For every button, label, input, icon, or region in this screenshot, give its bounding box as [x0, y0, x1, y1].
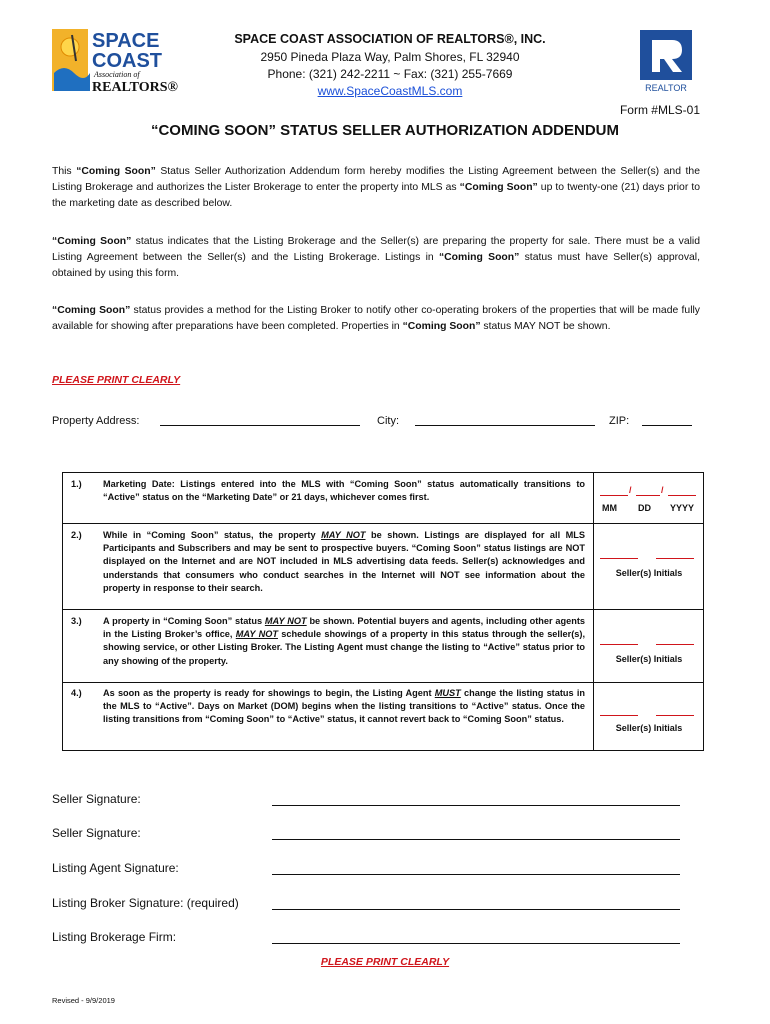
svg-text:Association of: Association of — [94, 70, 140, 79]
year-field[interactable] — [668, 487, 696, 496]
city-label: City: — [377, 415, 399, 427]
initials-field[interactable] — [656, 550, 694, 559]
method-paragraph: “Coming Soon” status provides a method for the Listing Broker to notify other co-operating brokers of the properties that will be made fully available for showing after preparations have been completed. Properties in “Coming Soon” status MAY NOT be shown. — [52, 305, 700, 332]
initials-field[interactable] — [600, 636, 638, 645]
table-row: 3.) A property in “Coming Soon” status MAY NOT be shown. Potential buyers and agents, including other agents in the Listing Broker’s office, MAY NOT schedule showings of a property in this status through the seller(s), showing service, or other Listing Broker. The Listing Agent must change the listing to “Active” status prior to any showing of the property. Seller(s) Initials — [63, 610, 703, 683]
seller-signature-label: Seller Signature: — [52, 826, 141, 840]
svg-text:REALTOR: REALTOR — [645, 83, 687, 93]
seller-signature-field[interactable] — [272, 793, 680, 806]
initials-cell: Seller(s) Initials — [593, 683, 704, 750]
revision-date: Revised - 9/9/2019 — [52, 996, 115, 1005]
item-text: As soon as the property is ready for showings to begin, the Listing Agent MUST change the listing status in the MLS to “Active”. Days on Market (DOM) begins when the listing transitions to “Active” status. Once the listing transitions from “Coming Soon” to “Active” status, it cannot revert back to “Coming Soon” status. — [103, 688, 585, 725]
intro-paragraph: This “Coming Soon” Status Seller Authorization Addendum form hereby modifies the Listing Agreement between the Seller(s) and the Listing Brokerage and authorizes the Lister Brokerage to enter the property into MLS as “Coming Soon” up to twenty-one (21) days prior to the marketing date as described below. — [52, 166, 700, 209]
initials-field[interactable] — [600, 550, 638, 559]
city-field[interactable] — [415, 415, 595, 426]
table-row: 4.) As soon as the property is ready for showings to begin, the Listing Agent MUST change the listing status in the MLS to “Active”. Days on Market (DOM) begins when the listing transitions to “Active” status. Once the listing transitions from “Coming Soon” to “Active” status, it cannot revert back to “Coming Soon” status. Seller(s) Initials — [63, 683, 703, 750]
svg-text:SPACE: SPACE — [92, 30, 160, 52]
listing-brokerage-firm-label: Listing Brokerage Firm: — [52, 930, 177, 944]
initials-field[interactable] — [656, 707, 694, 716]
day-field[interactable] — [636, 487, 660, 496]
status-paragraph: “Coming Soon” status indicates that the Listing Brokerage and the Seller(s) are preparing the property for sale. There must be a valid Listing Agreement between the Seller(s) and the Listing Brokerage. Listings in “Coming Soon” status must have Seller(s) approval, obtained by using this form. — [52, 236, 701, 279]
address-fields — [0, 415, 770, 435]
org-phone: Phone: (321) 242-2211 ~ Fax: (321) 255-7669 — [267, 67, 513, 81]
initials-field[interactable] — [600, 707, 638, 716]
form-number: Form #MLS-01 — [619, 103, 700, 117]
listing-broker-signature-label: Listing Broker Signature: (required) — [52, 896, 239, 910]
marketing-date-cell: / / MM DD YYYY — [593, 473, 704, 523]
zip-field[interactable] — [642, 415, 692, 426]
seller-signature-label: Seller Signature: — [52, 792, 141, 806]
listing-agent-signature-label: Listing Agent Signature: — [52, 861, 179, 875]
table-row: 2.) While in “Coming Soon” status, the property MAY NOT be shown. Listings are displayed for all MLS Participants and Subscribers and may be sent to prospective buyers. “Coming Soon” status listings are NOT displayed on the Internet and are NOT included in MLS advertising data feeds. Seller(s) acknowledges and understands that consumers who conduct searches in the Internet will NOT see information about the property in response to their search. Seller(s) Initials — [63, 524, 703, 610]
zip-label: ZIP: — [609, 415, 630, 427]
table-row: 1.) Marketing Date: Listings entered into the MLS with “Coming Soon” status automatically transitions to “Active” status on the “Marketing Date” or 21 days, whichever comes first. / / MM DD YYYY — [63, 473, 703, 524]
item-text: A property in “Coming Soon” status MAY NOT be shown. Potential buyers and agents, including other agents in the Listing Broker’s office, MAY NOT schedule showings of a property in this status through the seller(s), showing service, or other Listing Broker. The Listing Agent must change the listing to “Active” status prior to any showing of the property. — [103, 616, 585, 666]
listing-brokerage-firm-field[interactable] — [272, 931, 680, 944]
item-text: While in “Coming Soon” status, the property MAY NOT be shown. Listings are displayed for all MLS Participants and Subscribers and may be sent to prospective buyers. “Coming Soon” status listings are NOT displayed on the Internet and are NOT included in MLS advertising data feeds. Seller(s) acknowledges and understands that consumers who conduct searches in the Internet will NOT see information about the property in response to their search. — [103, 530, 585, 593]
initials-cell: Seller(s) Initials — [593, 610, 704, 682]
page-title: “COMING SOON” STATUS SELLER AUTHORIZATION ADDENDUM — [150, 122, 620, 139]
initials-cell: Seller(s) Initials — [593, 524, 704, 609]
listing-agent-signature-field[interactable] — [272, 862, 680, 875]
svg-text:COAST: COAST — [92, 50, 162, 72]
initials-field[interactable] — [656, 636, 694, 645]
property-address-field[interactable] — [160, 415, 360, 426]
seller-signature-field[interactable] — [272, 827, 680, 840]
item-text: Marketing Date: Listings entered into the MLS with “Coming Soon” status automatically transitions to “Active” status on the “Marketing Date” or 21 days, whichever comes first. — [103, 479, 585, 503]
listing-broker-signature-field[interactable] — [272, 897, 680, 910]
org-name: SPACE COAST ASSOCIATION OF REALTORS®, INC. — [234, 32, 546, 46]
svg-text:REALTORS®: REALTORS® — [92, 80, 178, 95]
realtor-logo — [636, 28, 696, 94]
org-address: 2950 Pineda Plaza Way, Palm Shores, FL 32940 — [260, 50, 520, 64]
print-clearly-notice: PLEASE PRINT CLEARLY — [320, 956, 450, 968]
terms-table — [62, 472, 704, 751]
property-address-label: Property Address: — [52, 415, 140, 427]
website-link[interactable]: www.SpaceCoastMLS.com — [317, 84, 463, 98]
print-clearly-notice: PLEASE PRINT CLEARLY — [52, 374, 181, 386]
space-coast-logo — [50, 27, 182, 97]
month-field[interactable] — [600, 487, 628, 496]
